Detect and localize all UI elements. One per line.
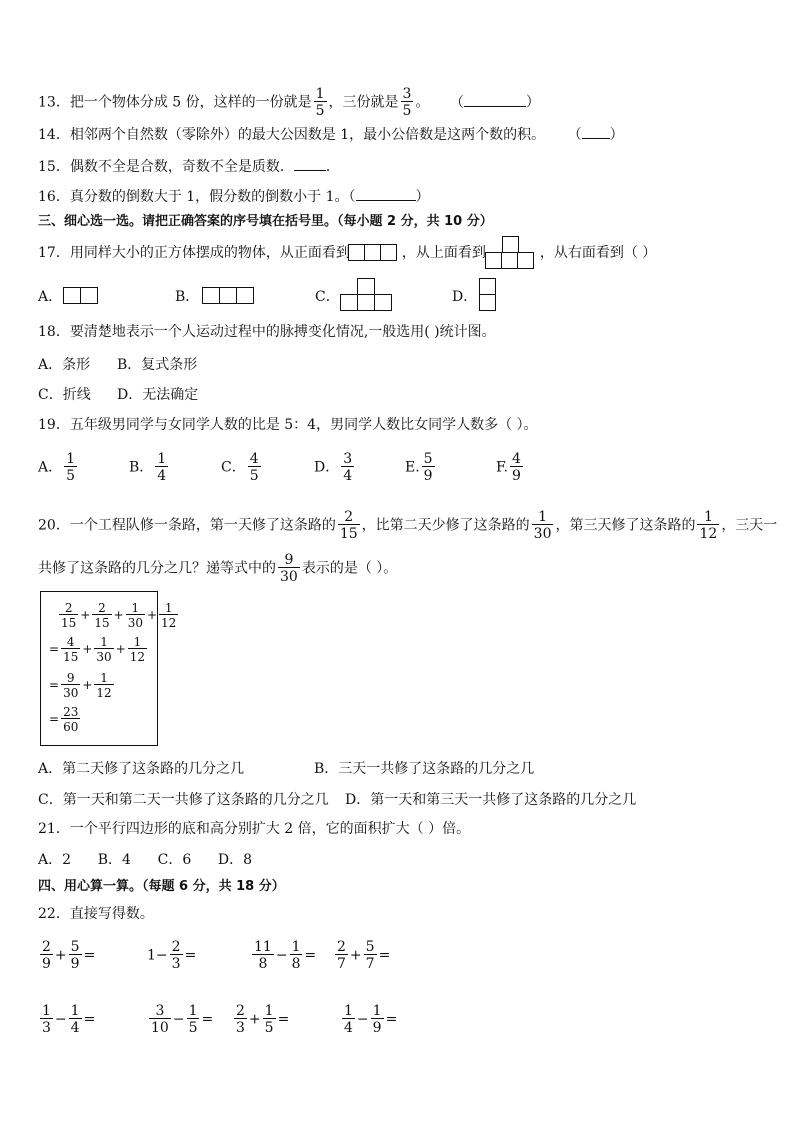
q14-text: 14．相邻两个自然数（零除外）的最大公因数是 1，最小公倍数是这两个数的积。 xyxy=(38,127,546,143)
q22-expr-5: $\frac{1}{3}$ − $\frac{1}{4}$ = xyxy=(42,1003,96,1036)
q13-fraction-1: $\frac{1}{5}$ xyxy=(315,86,325,119)
q13-paren-right: ） xyxy=(525,94,540,111)
q13-text-a: 13．把一个物体分成 5 份，这样的一份就是 xyxy=(38,94,312,111)
q19-option-b[interactable]: B． $\frac{1}{4}$ xyxy=(129,451,167,484)
q22-expr-8: $\frac{1}{4}$ − $\frac{1}{9}$ = xyxy=(344,1003,398,1036)
q16-text: 16．真分数的倒数大于 1，假分数的倒数小于 1。（ xyxy=(38,189,356,205)
calc-step-4: = $\frac{23}{60}$ xyxy=(49,705,79,734)
q20-calculation-box xyxy=(40,591,177,746)
section-4-title: 四、用心算一算。（每题 6 分，共 18 分） xyxy=(38,879,285,894)
q19-option-f[interactable]: F. $\frac{4}{9}$ xyxy=(496,451,521,484)
calc-step-1: $\frac{2}{15}$ + $\frac{2}{15}$ + $\frac{1}{30}$ + $\frac{1}{12}$ xyxy=(61,601,177,630)
q20-option-c[interactable]: C．第一天和第二天一共修了这条路的几分之几 xyxy=(38,792,329,808)
question-15 xyxy=(38,156,340,177)
q20-option-d[interactable]: D．第一天和第三天一共修了这条路的几分之几 xyxy=(345,792,637,808)
q22-expr-7: $\frac{2}{3}$ + $\frac{1}{5}$ = xyxy=(236,1003,290,1036)
q18-option-d[interactable]: D．无法确定 xyxy=(117,387,199,403)
question-19: 19．五年级男同学与女同学人数的比是 5：4，男同学人数比女同学人数多（ ）。 xyxy=(38,417,538,433)
q14-paren-left: （ xyxy=(567,127,582,143)
calc-step-3: = $\frac{9}{30}$ + $\frac{1}{12}$ xyxy=(49,671,112,700)
question-21: 21．一个平行四边形的底和高分别扩大 2 倍，它的面积扩大（ ）倍。 xyxy=(38,821,471,837)
question-13 xyxy=(38,87,540,118)
q17-text-b: ，从上面看到 xyxy=(401,245,486,261)
question-20-line-2: 共修了这条路的几分之几？递等式中的 $\frac{9}{30}$ 表示的是（ ）。 xyxy=(38,552,398,585)
question-18: 18．要清楚地表示一个人运动过程中的脉搏变化情况,一般选用( )统计图。 xyxy=(38,324,496,340)
q19-option-d[interactable]: D． $\frac{3}{4}$ xyxy=(314,451,353,484)
q20-option-b[interactable]: B．三天一共修了这条路的几分之几 xyxy=(314,761,535,777)
q14-answer-blank[interactable] xyxy=(582,124,610,139)
q16-paren-right: ） xyxy=(415,189,430,205)
q13-text-c: 。 xyxy=(415,94,430,111)
q19-option-c[interactable]: C． $\frac{4}{5}$ xyxy=(221,451,259,484)
q20-fraction-4: $\frac{9}{30}$ xyxy=(280,552,298,585)
q18-option-a[interactable]: A．条形 xyxy=(38,357,91,373)
q20-fraction-3: $\frac{1}{12}$ xyxy=(699,509,718,542)
section-3-title: 三、细心选一选。请把正确答案的序号填在括号里。（每小题 2 分，共 10 分） xyxy=(38,214,493,229)
q18-option-c[interactable]: C．折线 xyxy=(38,387,91,403)
q14-paren-right: ） xyxy=(609,127,624,143)
q17-text-a: 17．用同样大小的正方体摆成的物体，从正面看到 xyxy=(38,245,350,261)
question-22: 22．直接写得数。 xyxy=(38,906,154,922)
q20-fraction-2: $\frac{1}{30}$ xyxy=(533,509,552,542)
q13-paren-left: （ xyxy=(449,94,464,111)
calc-step-2: = $\frac{4}{15}$ + $\frac{1}{30}$ + $\frac{1}{12}$ xyxy=(49,635,146,664)
q13-answer-blank[interactable] xyxy=(464,92,526,107)
q17-option-a[interactable]: A． xyxy=(38,289,63,305)
q15-answer-blank[interactable] xyxy=(294,156,326,171)
q13-text-b: ，三份就是 xyxy=(328,94,399,111)
q17-option-d[interactable]: D． xyxy=(452,289,478,305)
q21-options[interactable]: A．2 B．4 C．6 D．8 xyxy=(38,852,253,868)
q17-text-c: ，从右面看到（ ） xyxy=(539,245,657,261)
q16-answer-blank[interactable] xyxy=(356,186,416,201)
q22-expr-1: $\frac{2}{9}$ + $\frac{5}{9}$ = xyxy=(42,939,96,972)
question-16 xyxy=(38,186,430,207)
q20-option-a[interactable]: A．第二天修了这条路的几分之几 xyxy=(38,761,245,777)
q22-expr-6: $\frac{3}{10}$ − $\frac{1}{5}$ = xyxy=(151,1003,214,1036)
q19-option-a[interactable]: A． $\frac{1}{5}$ xyxy=(38,451,76,484)
q22-expr-3: $\frac{11}{8}$ − $\frac{1}{8}$ = xyxy=(254,939,317,972)
q22-expr-2: 1− $\frac{2}{3}$ = xyxy=(147,939,197,972)
question-14 xyxy=(38,124,624,145)
q13-fraction-2: $\frac{3}{5}$ xyxy=(402,86,412,119)
q20-fraction-1: $\frac{2}{15}$ xyxy=(339,509,358,542)
q17-option-c[interactable]: C． xyxy=(315,289,340,305)
q15-end: ． xyxy=(325,159,340,175)
q18-option-b[interactable]: B．复式条形 xyxy=(117,357,198,373)
q22-expr-4: $\frac{2}{7}$ + $\frac{5}{7}$ = xyxy=(337,939,391,972)
q19-option-e[interactable]: E. $\frac{5}{9}$ xyxy=(405,451,433,484)
q15-text: 15．偶数不全是合数，奇数不全是质数． xyxy=(38,159,294,175)
q17-option-b[interactable]: B． xyxy=(175,289,200,305)
question-20-line-1: 20．一个工程队修一条路，第一天修了这条路的 $\frac{2}{15}$ ，比第二天少修了这条路的 $\frac{1}{30}$ ，第三天修了这条路的 $\frac{1}{12}$ ，三天一 xyxy=(38,509,778,542)
